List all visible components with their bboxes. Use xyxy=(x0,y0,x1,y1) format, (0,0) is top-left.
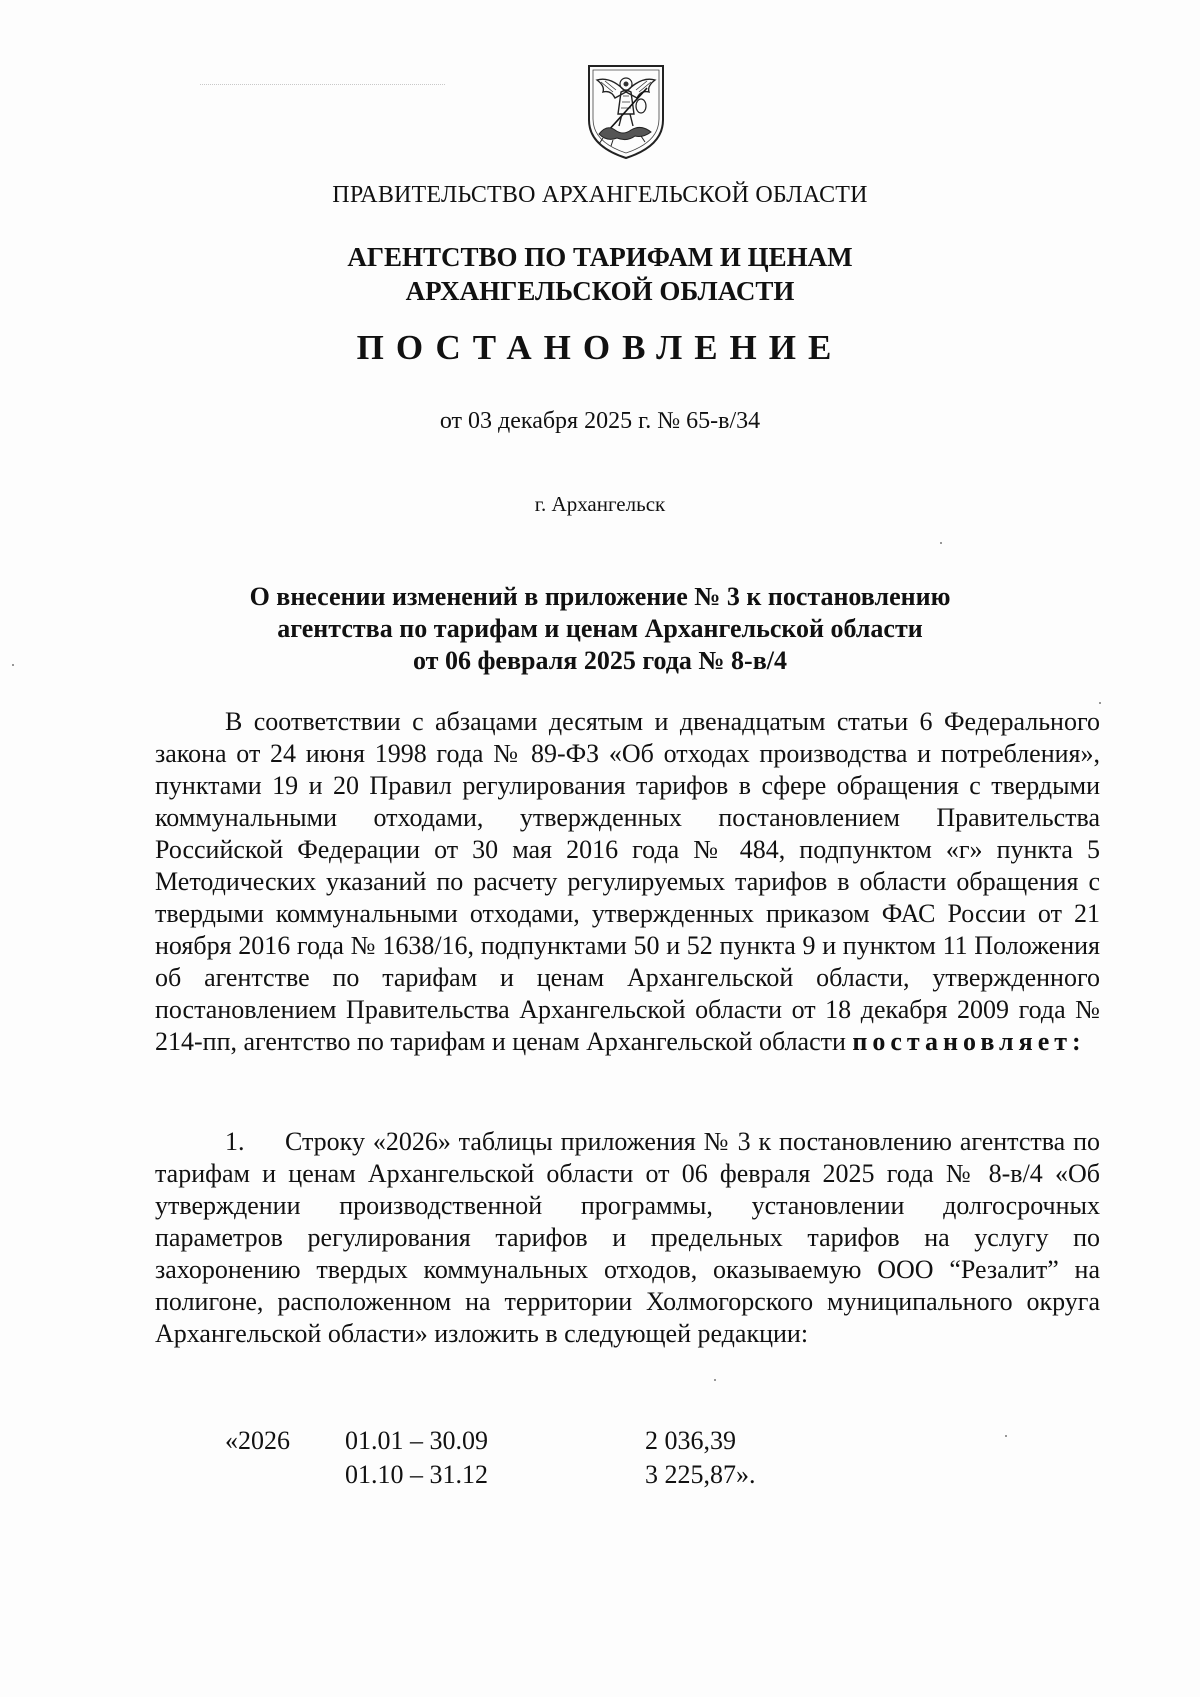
preamble-text: В соответствии с абзацами десятым и двенадцатым статьи 6 Федерального закона от 24 июня 1998 года № 89-ФЗ «Об отходах производства и потребления», пунктами 19 и 20 Правил регулирования тарифов в сфере обращения с твердыми коммунальными отходами, утвержденных постановлением Правительства Российской Федерации от 30 мая 2016 года № 484, подпунктом «г» пункта 5 Методических указаний по расчету регулируемых тарифов в области обращения с твердыми коммунальными отходами, утвержденных приказом ФАС России от 21 ноября 2016 года № 1638/16, подпунктами 50 и 52 пункта 9 и пунктом 11 Положения об агентстве по тарифам и ценам Архангельской области, утвержденного постановлением Правительства Архангельской области от 18 декабря 2009 года № 214-пп, агентство по тарифам и ценам Архангельской области xyxy=(155,707,1100,1056)
document-city: г. Архангельск xyxy=(534,492,666,516)
item-text: Строку «2026» таблицы приложения № 3 к постановлению агентства по тарифам и ценам Архангельской области от 06 февраля 2025 года № 8-в/4 «Об утверждении производственной программы, установлении долгосрочных параметров регулирования тарифов и предельных тарифов на услугу по захоронению твердых коммунальных отходов, оказываемую ООО “Резалит” на полигоне, расположенном на территории Холмогорского муниципального округа Архангельской области» изложить в следующей редакции: xyxy=(155,1127,1100,1348)
document-type: ПОСТАНОВЛЕНИЕ xyxy=(356,328,844,367)
subject-line: О внесении изменений в приложение № 3 к постановлению xyxy=(249,582,951,611)
agency-name xyxy=(0,240,1200,308)
agency-name-line: АГЕНТСТВО ПО ТАРИФАМ И ЦЕНАМ xyxy=(347,242,853,272)
item-number: 1. xyxy=(225,1127,245,1156)
document-date-number: от 03 декабря 2025 г. № 65-в/34 xyxy=(439,408,761,434)
subject-line: от 06 февраля 2025 года № 8-в/4 xyxy=(413,646,787,675)
preamble-paragraph xyxy=(155,706,1100,1058)
tariff-value: 2 036,39 xyxy=(645,1426,736,1455)
tariff-period: 01.01 – 30.09 xyxy=(345,1426,488,1455)
agency-name-line: АРХАНГЕЛЬСКОЙ ОБЛАСТИ xyxy=(405,276,795,306)
scan-artifact-line xyxy=(200,84,445,85)
tariff-value: 3 225,87». xyxy=(645,1460,756,1489)
scan-speck xyxy=(714,1379,716,1381)
scan-speck xyxy=(1099,702,1101,704)
government-name: ПРАВИТЕЛЬСТВО АРХАНГЕЛЬСКОЙ ОБЛАСТИ xyxy=(332,182,868,208)
document-subject xyxy=(0,581,1200,677)
tariff-year: «2026 xyxy=(225,1426,290,1455)
scan-speck xyxy=(12,664,14,666)
arkhangelsk-oblast-coat-of-arms-icon xyxy=(585,62,667,162)
resolves-word: постановляет: xyxy=(852,1027,1086,1056)
scan-speck xyxy=(940,542,942,544)
item-1-paragraph xyxy=(155,1126,1100,1350)
tariff-period: 01.10 – 31.12 xyxy=(345,1460,488,1489)
scan-speck xyxy=(1005,1435,1007,1437)
subject-line: агентства по тарифам и ценам Архангельской области xyxy=(277,614,923,643)
tariff-table xyxy=(0,1426,1200,1506)
